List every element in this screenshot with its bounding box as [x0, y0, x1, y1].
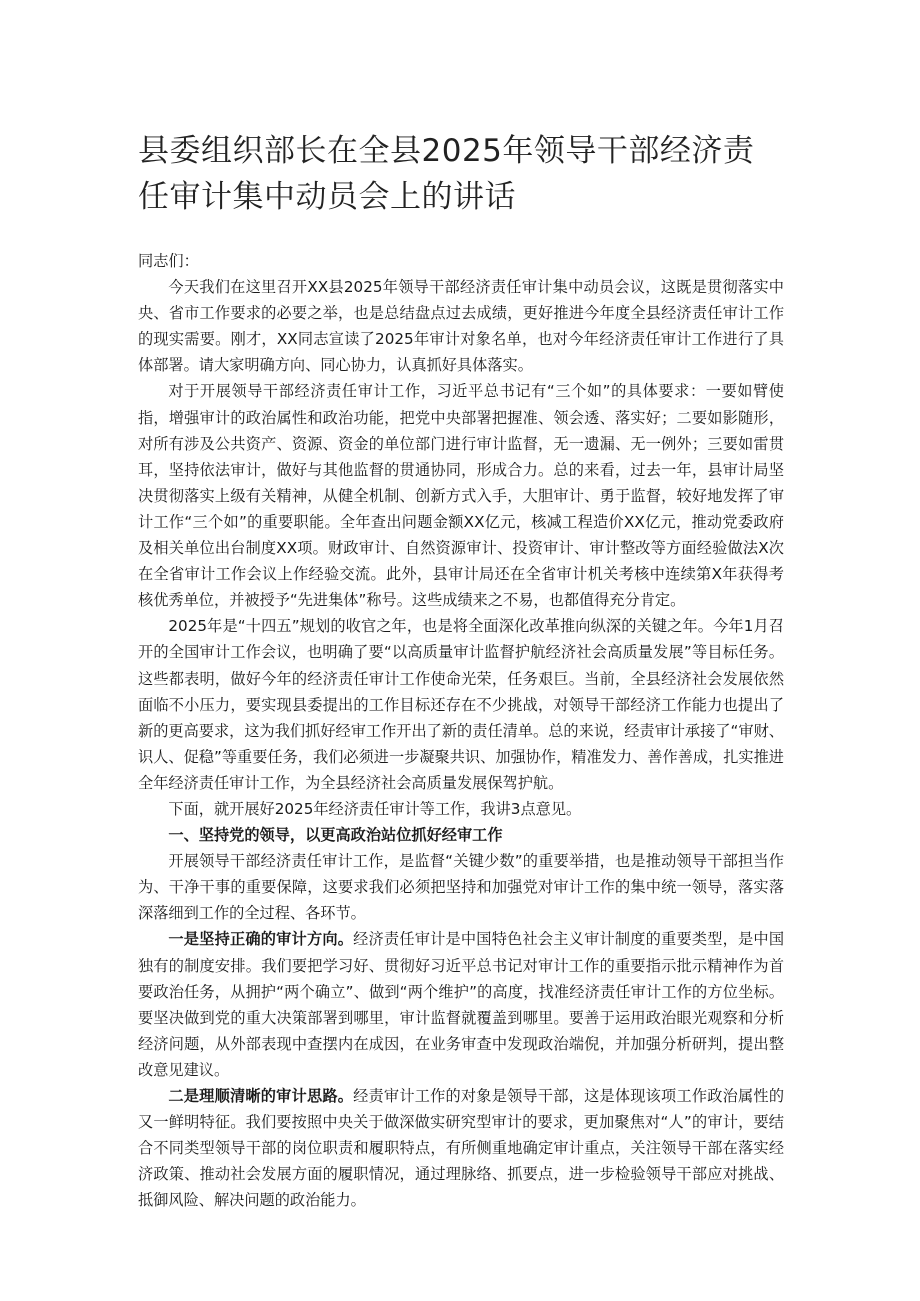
point-paragraph [138, 926, 784, 1083]
section-intro: 开展领导干部经济责任审计工作，是监督“关键少数”的重要举措，也是推动领导干部担当作为、干净干事的重要保障，这要求我们必须把坚持和加强党对审计工作的集中统一领导，落实落深落细到工作的全过程、各环节。 [138, 852, 784, 923]
paragraph-transition: 下面，就开展好2025年经济责任审计等工作，我讲3点意见。 [168, 799, 582, 818]
point-paragraph [138, 1083, 784, 1213]
document-page [138, 128, 784, 1213]
point-text: 经责审计工作的对象是领导干部，这是体现该项工作政治属性的又一鲜明特征。我们要按照中央关于做深做实研究型审计的要求，更加聚焦对“人”的审计，要结合不同类型领导干部的岗位职责和履职特点，有所侧重地确定审计重点，关注领导干部在落实经济政策、推动社会发展方面的履职情况，通过理脉络、抓要点，进一步检验领导干部应对挑战、抵御风险、解决问题的政治能力。 [138, 1087, 785, 1210]
document-title: 县委组织部长在全县2025年领导干部经济责任审计集中动员会上的讲话 [138, 133, 755, 215]
point-lead: 一是坚持正确的审计方向。 [168, 930, 354, 949]
point-text: 经济责任审计是中国特色社会主义审计制度的重要类型，是中国独有的制度安排。我们要把学习好、贯彻好习近平总书记对审计工作的重要指示批示精神作为首要政治任务，从拥护“两个确立”、做到“两个维护”的高度，找准经济责任审计工作的方位坐标。要坚决做到党的重大决策部署到哪里，审计监督就覆盖到哪里。要善于运用政治眼光观察和分析经济问题，从外部表现中查摆内在成因，在业务审查中发现政治端倪，并加强分析研判，提出整改意见建议。 [138, 930, 785, 1079]
document-body [138, 248, 784, 1213]
salutation: 同志们： [138, 252, 199, 270]
point-lead: 二是理顺清晰的审计思路。 [168, 1087, 354, 1105]
paragraph-context: 2025年是“十四五”规划的收官之年，也是将全面深化改革推向纵深的关键之年。今年1月召开的全国审计工作会议，也明确了要“以高质量审计监督护航经济社会高质量发展”等目标任务。这些都表明，做好今年的经济责任审计工作使命光荣，任务艰巨。当前，全县经济社会发展依然面临不小压力，要实现县委提出的工作目标还存在不少挑战，对领导干部经济工作能力也提出了新的更高要求，这为我们抓好经审工作开出了新的责任清单。总的来说，经责审计承接了“审财、识人、促稳”等重要任务，我们必须进一步凝聚共识、加强协作，精准发力、善作善成，扎实推进全年经济责任审计工作，为全县经济社会高质量发展保驾护航。 [138, 617, 784, 792]
paragraph-opening: 今天我们在这里召开XX县2025年领导干部经济责任审计集中动员会议，这既是贯彻落实中央、省市工作要求的必要之举，也是总结盘点过去成绩，更好推进今年度全县经济责任审计工作的现实需要。刚才，XX同志宣读了2025年审计对象名单，也对今年经济责任审计工作进行了具体部署。请大家明确方向、同心协力，认真抓好具体落实。 [138, 278, 784, 375]
paragraph-achievements: 对于开展领导干部经济责任审计工作，习近平总书记有“三个如”的具体要求：一要如臂使指，增强审计的政治属性和政治功能，把党中央部署把握准、领会透、落实好；二要如影随形，对所有涉及公共资产、资源、资金的单位部门进行审计监督，无一遗漏、无一例外；三要如雷贯耳，坚持依法审计，做好与其他监督的贯通协同，形成合力。总的来看，过去一年，县审计局坚决贯彻落实上级有关精神，从健全机制、创新方式入手，大胆审计、勇于监督，较好地发挥了审计工作“三个如”的重要职能。全年查出问题金额XX亿元，核减工程造价XX亿元，推动党委政府及相关单位出台制度XX项。财政审计、自然资源审计、投资审计、审计整改等方面经验做法X次在全省审计工作会议上作经验交流。此外，县审计局还在全省审计机关考核中连续第X年获得考核优秀单位，并被授予“先进集体”称号。这些成绩来之不易，也都值得充分肯定。 [138, 382, 784, 610]
section-heading: 一、坚持党的领导，以更高政治站位抓好经审工作 [168, 826, 503, 845]
